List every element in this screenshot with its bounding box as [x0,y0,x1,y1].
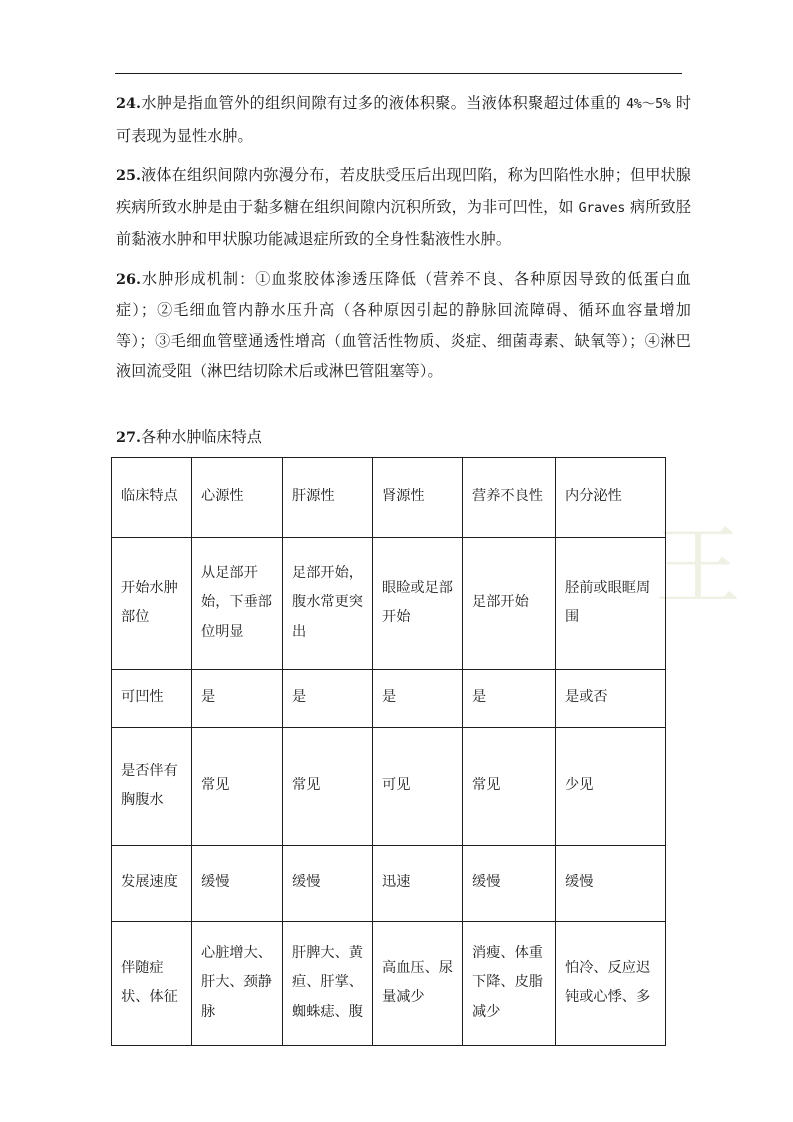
cell-effusion-cardiac: 常见 [192,728,283,846]
item-24-tail: 时可表现为显性水肿。 [116,94,692,145]
cell-signs-renal: 高血压、尿量减少 [373,922,463,1046]
table-header-cell-2: 肝源性 [283,458,373,538]
item-number-24: 24. [116,95,142,112]
table-header-cell-3: 肾源性 [373,458,463,538]
item-25-lead: 液体在组织间隙内弥漫分布，若皮肤受压后出现凹陷，称为凹陷性水肿；但甲状腺疾病所致水肿是由于黏多糖在组织间隙内沉积所致，为非可凹性，如 [116,166,691,216]
item-24-lead: 水肿是指血管外的组织间隙有过多的液体积聚。当液体积聚超过体重的 [141,94,627,112]
cell-speed-renal: 迅速 [373,846,463,922]
table-header-cell-5: 内分泌性 [556,458,666,538]
item-25-tail: 病所致胫前黏液水肿和甲状腺功能减退症所致的全身性黏液性水肿。 [116,197,691,248]
paragraph-item-25 [116,160,691,255]
table-header-cell-4: 营养不良性 [463,458,556,538]
cell-speed-endocrine: 缓慢 [556,846,666,922]
cell-onset-renal: 眼睑或足部开始 [373,538,463,670]
cell-onset-endocrine: 胫前或眼眶周围 [556,538,666,670]
row-label-onset-location: 开始水肿部位 [112,538,192,670]
section-27-heading [116,424,262,451]
cell-signs-hepatic: 肝脾大、黄疸、肝掌、蜘蛛痣、腹 [283,922,373,1046]
cell-effusion-renal: 可见 [373,728,463,846]
cell-speed-nutritional: 缓慢 [463,846,556,922]
cell-pitting-hepatic: 是 [283,670,373,728]
item-25-latin-term: Graves [578,200,626,216]
watermark-glyph: 王 [655,517,741,617]
cell-effusion-hepatic: 常见 [283,728,373,846]
table-header-cell-1: 心源性 [192,458,283,538]
section-27-title: 各种水肿临床特点 [141,428,262,446]
cell-onset-cardiac: 从足部开始，下垂部位明显 [192,538,283,670]
table-row [112,728,666,846]
section-27-number: 27. [116,429,142,446]
row-label-pitting: 可凹性 [112,670,192,728]
cell-speed-cardiac: 缓慢 [192,846,283,922]
cell-onset-hepatic: 足部开始，腹水常更突出 [283,538,373,670]
cell-pitting-renal: 是 [373,670,463,728]
item-24-range: 4%～5% [626,97,671,112]
row-label-progression-speed: 发展速度 [112,846,192,922]
table-row [112,846,666,922]
cell-pitting-cardiac: 是 [192,670,283,728]
item-number-25: 25. [116,167,142,184]
paragraph-item-26 [116,264,691,387]
cell-onset-nutritional: 足部开始 [463,538,556,670]
item-26-text: 水肿形成机制：①血浆胶体渗透压降低（营养不良、各种原因导致的低蛋白血症）；②毛细血管内静水压升高（各种原因引起的静脉回流障碍、循环血容量增加等）；③毛细血管壁通透性增高（血管活性物质、炎症、细菌毒素、缺氧等）；④淋巴液回流受阻（淋巴结切除术后或淋巴管阻塞等）。 [116,269,691,380]
cell-pitting-endocrine: 是或否 [556,670,666,728]
table-row [112,922,666,1046]
paragraph-item-24 [116,88,691,151]
cell-pitting-nutritional: 是 [463,670,556,728]
row-label-associated-signs: 伴随症状、体征 [112,922,192,1046]
table-header-row [112,458,666,538]
cell-signs-cardiac: 心脏增大、肝大、颈静脉 [192,922,283,1046]
cell-effusion-endocrine: 少见 [556,728,666,846]
table-row [112,538,666,670]
item-number-26: 26. [116,270,142,288]
cell-signs-endocrine: 怕冷、反应迟钝或心悸、多 [556,922,666,1046]
cell-effusion-nutritional: 常见 [463,728,556,846]
header-rule-divider [115,73,682,74]
row-label-effusion: 是否伴有胸腹水 [112,728,192,846]
cell-speed-hepatic: 缓慢 [283,846,373,922]
body-paragraphs [116,88,691,396]
cell-signs-nutritional: 消瘦、体重下降、皮脂减少 [463,922,556,1046]
table-header-cell-0: 临床特点 [112,458,192,538]
table-row [112,670,666,728]
clinical-features-table [111,457,666,1046]
